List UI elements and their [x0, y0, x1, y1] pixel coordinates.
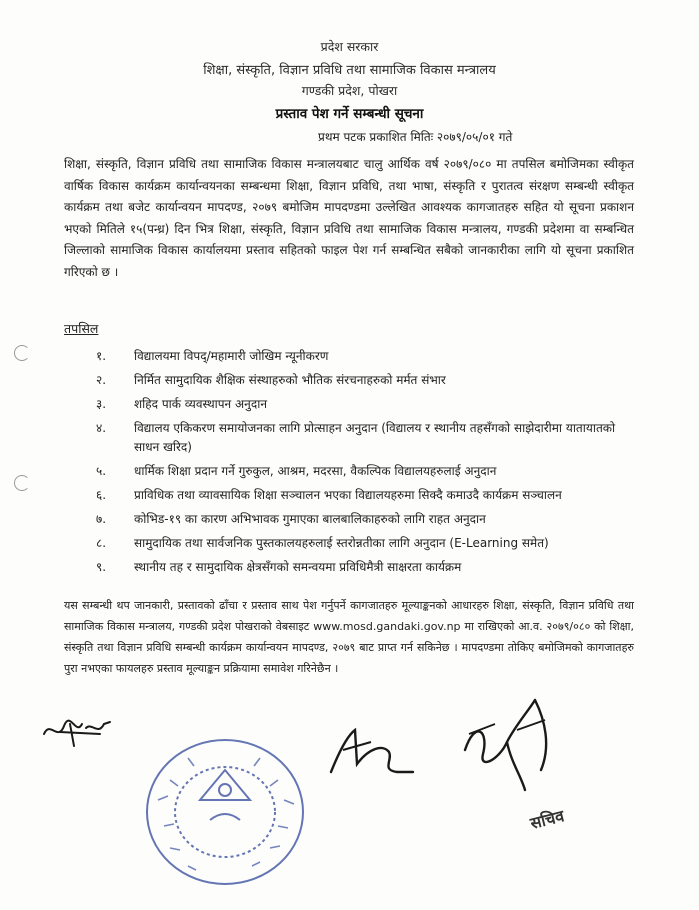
punch-hole-mark — [14, 475, 30, 491]
program-list — [96, 347, 616, 582]
list-item: ३. शहिद पार्क व्यवस्थापन अनुदान — [96, 397, 267, 411]
body-paragraph: शिक्षा, संस्कृति, विज्ञान प्रविधि तथा सामाजिक विकास मन्त्रालयबाट चालु आर्थिक वर्ष २०७९/०८० मा तपसिल बमोजिमका स्वीकृत वार्षिक विकास कार्यक्रम कार्यान्वयनका सम्बन्धमा शिक्षा, विज्ञान प्रविधि, तथा भाषा, संस्कृति र पुरातत्व संरक्षण सम्बन्धी स्वीकृत कार्यक्रम तथा बजेट कार्यान्वयन मापदण्ड, २०७९ बमोजिम मापदण्डमा उल्लेखित आवश्यक कागजातहरु सहित यो सूचना प्रकाशन भएको मितिले १५(पन्ध्र) दिन भित्र शिक्षा, संस्कृति, विज्ञान प्रविधि तथा सामाजिक विकास मन्त्रालय, गण्डकी प्रदेशमा वा सम्बन्धित जिल्लाको सामाजिक विकास कार्यालयमा प्रस्ताव सहितको फाइल पेश गर्न सम्बन्धित सबैको जानकारीका लागि यो सूचना प्रकाशित गरिएको छ । — [64, 157, 634, 279]
list-item: ८. सामुदायिक तथा सार्वजनिक पुस्तकालयहरुलाई स्तरोन्नतीका लागि अनुदान (E-Learning समेत) — [96, 536, 549, 550]
list-item: ४. विद्यालय एकिकरण समायोजनका लागि प्रोत्साहन अनुदान (विद्यालय र स्थानीय तहसँगको साझेदारीमा यातायातको साधन खरिद) — [96, 421, 616, 454]
official-seal — [140, 730, 310, 890]
list-item: ९. स्थानीय तह र सामुदायिक क्षेत्रसँगको समन्वयमा प्रविधिमैत्री साक्षरता कार्यक्रम — [96, 560, 462, 574]
publication-date: प्रथम पटक प्रकाशित मितिः २०७९/०५/०१ गते — [318, 130, 513, 144]
list-item: ७. कोभिड-१९ का कारण अभिभावक गुमाएका बालबालिकाहरुको लागि राहत अनुदान — [96, 512, 486, 526]
punch-hole-mark — [14, 345, 30, 361]
list-item: ६. प्राविधिक तथा व्यावसायिक शिक्षा सञ्चालन भएका विद्यालयहरुमा सिक्दै कमाउदै कार्यक्रम सञ्चालन — [96, 488, 562, 502]
location: गण्डकी प्रदेश, पोखरा — [301, 83, 398, 98]
government-name: प्रदेश सरकार — [320, 39, 379, 54]
signature-stroke — [325, 722, 420, 784]
secretary-signature — [455, 690, 565, 810]
initials-signature — [40, 712, 120, 752]
notice-title: प्रस्ताव पेश गर्ने सम्बन्धी सूचना — [275, 106, 424, 122]
signature-title: सचिव — [528, 806, 566, 833]
list-heading: तपसिल — [64, 321, 99, 336]
ministry-name: शिक्षा, संस्कृति, विज्ञान प्रविधि तथा सामाजिक विकास मन्त्रालय — [203, 63, 496, 78]
list-item: १. विद्यालयमा विपद्/महामारी जोखिम न्यूनीकरण — [96, 349, 329, 363]
list-item: ५. धार्मिक शिक्षा प्रदान गर्ने गुरुकुल, आश्रम, मदरसा, वैकल्पिक विद्यालयहरुलाई अनुदान — [96, 464, 497, 478]
footer-paragraph: यस सम्बन्धी थप जानकारी, प्रस्तावको ढाँचा र प्रस्ताव साथ पेश गर्नुपर्ने कागजातहरु मूल्याङ्कनको आधारहरु शिक्षा, संस्कृति, विज्ञान प्रविधि तथा सामाजिक विकास मन्त्रालय, गण्डकी प्रदेश पोखराको वेबसाइट www.mosd.gandaki.gov.np मा राखिएको आ.व. २०७९/०८० को शिक्षा, संस्कृति तथा विज्ञान प्रविधि सम्बन्धी कार्यक्रम कार्यान्वयन मापदण्ड, २०७९ बाट प्राप्त गर्न सकिनेछ । मापदण्डमा तोकिए बमोजिमको कागजातहरु पुरा नभएका फायलहरु प्रस्ताव मूल्याङ्कन प्रक्रियामा समावेश गरिनेछैन । — [64, 599, 634, 675]
list-item: २. निर्मित सामुदायिक शैक्षिक संस्थाहरुको भौतिक संरचनाहरुको मर्मत संभार — [96, 373, 446, 387]
